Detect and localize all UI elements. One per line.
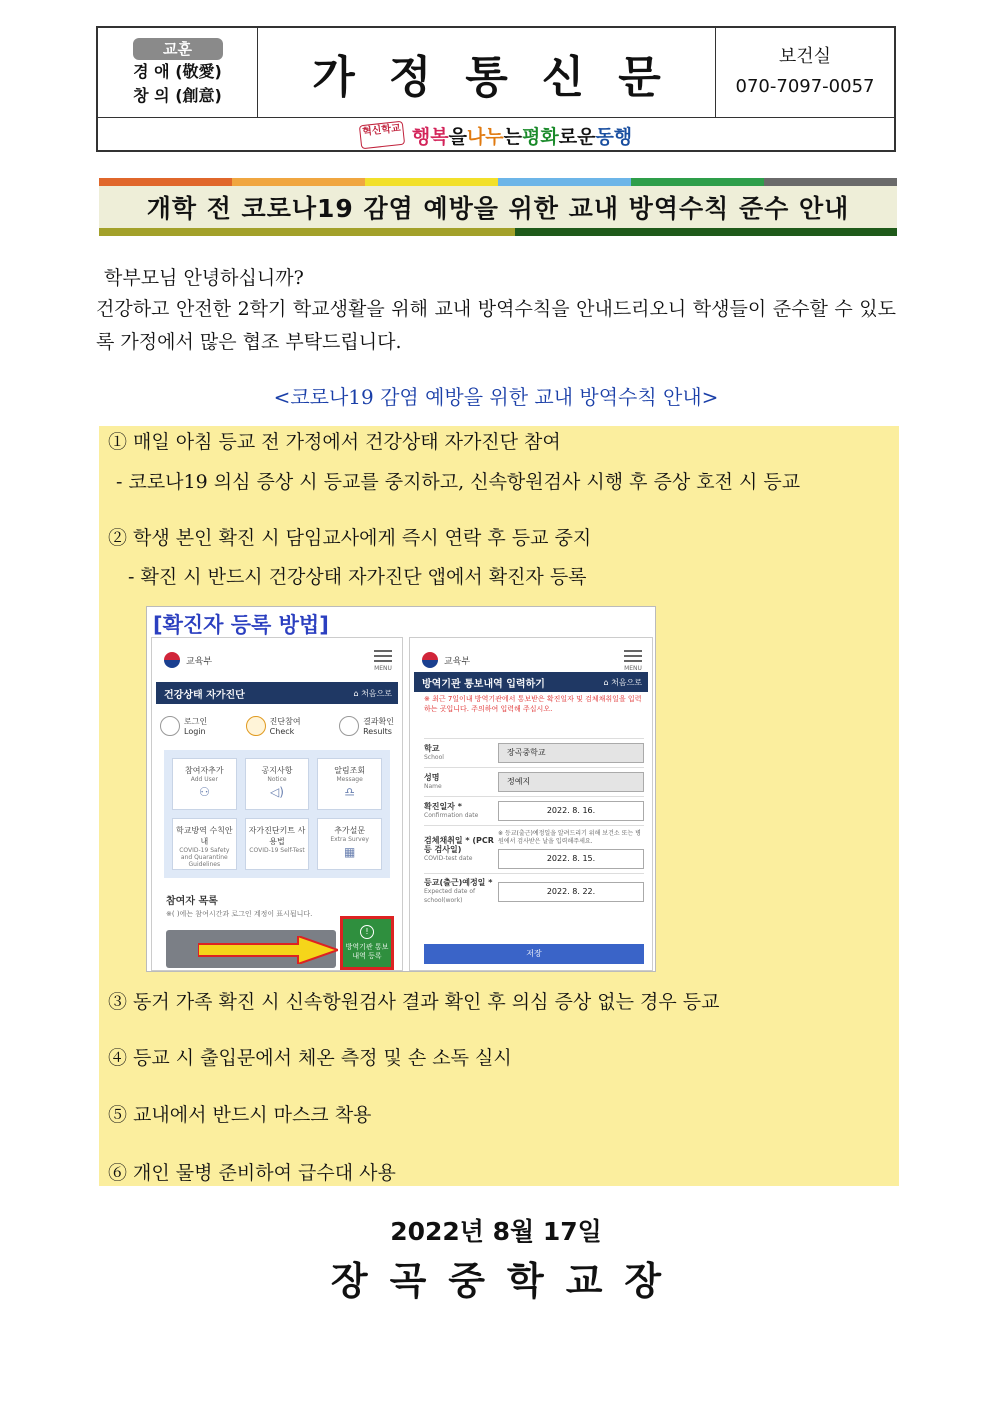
form-row-school: 학교 School 장곡중학교: [424, 738, 644, 767]
name-field: 정예지: [498, 772, 644, 792]
form-warning: ※ 최근 7일이내 방역기관에서 통보받은 확진일자 및 검체채취일을 입력하는 곳입니다. 주의하여 입력해 주십시오.: [424, 695, 642, 713]
rule-6: ⑥ 개인 물병 준비하여 급수대 사용: [108, 1162, 396, 1184]
ministry-logo: 교육부: [422, 652, 470, 668]
newsletter-title-cell: [258, 28, 716, 117]
slogan-word: 을: [448, 125, 467, 148]
participant-list-heading: 참여자 목록 ※( )에는 참여시간과 로그인 계정이 표시됩니다.: [166, 896, 313, 918]
color-bar-top: [99, 178, 897, 186]
send-icon: [339, 716, 359, 736]
save-button[interactable]: 저장: [424, 944, 644, 964]
color-segment: [232, 178, 365, 186]
color-segment: [99, 178, 232, 186]
notice-title: 개학 전 코로나19 감염 예방을 위한 교내 방역수칙 준수 안내: [99, 186, 897, 228]
tile-add-user[interactable]: 참여자추가 Add User ⚇: [172, 758, 237, 810]
menu-icon[interactable]: MENU: [374, 650, 392, 672]
rule-2-detail: - 확진 시 반드시 건강상태 자가진단 앱에서 확진자 등록: [128, 566, 587, 588]
user-icon: ⚇: [198, 785, 210, 799]
taegeuk-icon: [164, 652, 180, 668]
color-bar-bottom: [99, 228, 897, 236]
newsletter-title: 가정통신문: [312, 51, 695, 103]
rules-subtitle: <코로나19 감염 예방을 위한 교내 방역수칙 안내>: [273, 385, 719, 409]
greeting: 학부모님 안녕하십니까?: [104, 267, 304, 289]
test-date-field[interactable]: 2022. 8. 15.: [498, 849, 644, 869]
alert-icon: !: [360, 925, 374, 939]
step-check: 진단참여 Check: [246, 716, 301, 736]
taegeuk-icon: [422, 652, 438, 668]
tile-guidelines[interactable]: 학교방역 수칙안내 COVID-19 Safety and Quarantine Guidelines: [172, 818, 237, 870]
rule-1: ① 매일 아침 등교 전 가정에서 건강상태 자가진단 참여: [108, 431, 561, 453]
header-row: [98, 28, 894, 118]
motto-line-2: 창 의 (創意): [133, 86, 222, 105]
slogan-word: 는: [503, 125, 522, 148]
app-screen-home: [151, 637, 403, 971]
yellow-arrow-icon: [198, 936, 338, 964]
rule-1-detail: - 코로나19 의심 증상 시 등교를 중지하고, 신속항원검사 시행 후 증상 호전 시 등교: [116, 471, 801, 493]
expected-date-field[interactable]: 2022. 8. 22.: [498, 882, 644, 902]
motto-line-1: 경 애 (敬愛): [133, 62, 222, 81]
form-row-confirmation: 확진일자 * Confirmation date 2022. 8. 16.: [424, 796, 644, 825]
app-screen-form: [409, 637, 653, 971]
form-row-expected: 등교(출근)예정일 * Expected date of school(work) 2022. 8. 22.: [424, 873, 644, 909]
step-results: 결과확인 Results: [339, 716, 394, 736]
bell-icon: ♎: [344, 785, 356, 799]
slogan-word: 로운: [558, 125, 596, 148]
registration-guide-image: [146, 606, 656, 972]
rule-3: ③ 동거 가족 확진 시 신속항원검사 결과 확인 후 의심 증상 없는 경우 등교: [108, 991, 720, 1013]
slogan-word: 나누: [466, 125, 504, 148]
intro-paragraph: 건강하고 안전한 2학기 학교생활을 위해 교내 방역수칙을 안내드리오니 학생들이 준수할 수 있도록 가정에서 많은 협조 부탁드립니다.: [96, 298, 896, 353]
tile-notice[interactable]: 공지사항 Notice ◁): [245, 758, 310, 810]
newsletter-header: [96, 26, 896, 152]
tile-message[interactable]: 알림조회 Message ♎: [317, 758, 382, 810]
step-login: 로그인 Login: [160, 716, 207, 736]
megaphone-icon: ◁): [270, 785, 284, 799]
form-row-test-date: 검체채취일 * (PCR 등 검사일) COVID-test date ※ 등교(출근)예정일을 알려드리기 위해 보건소 또는 병원에서 검사받은 날을 입력해주세요. 2022. 8. 15.: [424, 825, 644, 873]
home-link[interactable]: ⌂ 처음으로: [603, 677, 642, 687]
rule-5: ⑤ 교내에서 반드시 마스크 착용: [108, 1104, 372, 1126]
app-header: 건강상태 자가진단 ⌂ 처음으로: [156, 682, 398, 704]
innovation-school-logo: 혁신학교: [359, 121, 405, 149]
slogan-word: 동행: [595, 125, 633, 148]
thermometer-icon: [246, 716, 266, 736]
calendar-icon: ▦: [343, 845, 356, 859]
login-icon: [160, 716, 180, 736]
color-segment: [365, 178, 498, 186]
menu-grid: [164, 750, 390, 878]
step-indicator: [160, 716, 394, 736]
register-quarantine-button[interactable]: ! 방역기관 통보내역 등록: [340, 916, 394, 970]
confirmation-date-field[interactable]: 2022. 8. 16.: [498, 801, 644, 821]
tile-survey[interactable]: 추가설문 Extra Survey ▦: [317, 818, 382, 870]
form-row-name: 성명 Name 정예지: [424, 767, 644, 796]
school-field: 장곡중학교: [498, 743, 644, 763]
school-motto: [98, 28, 258, 117]
tile-self-test[interactable]: 자가진단키트 사용법 COVID-19 Self-Test: [245, 818, 310, 870]
color-segment: [498, 178, 631, 186]
rule-2: ② 학생 본인 확진 시 담임교사에게 즉시 연락 후 등교 중지: [108, 527, 592, 549]
slogan-word: 평화: [522, 125, 559, 148]
principal-signature: 장곡중학교장: [330, 1259, 684, 1303]
contact-info: [716, 28, 894, 117]
menu-icon[interactable]: MENU: [624, 650, 642, 672]
office-name: 보건실: [778, 46, 832, 67]
ministry-logo: 교육부: [164, 652, 212, 668]
home-link[interactable]: ⌂ 처음으로: [353, 688, 392, 698]
guide-title: [확진자 등록 방법]: [153, 613, 329, 637]
slogan-word: 행복: [411, 125, 449, 148]
slogan: [98, 118, 894, 152]
issue-date: 2022년 8월 17일: [390, 1217, 602, 1246]
quarantine-form: [424, 738, 644, 909]
motto-label: 교훈: [133, 38, 223, 60]
color-segment: [764, 178, 897, 186]
rule-4: ④ 등교 시 출입문에서 체온 측정 및 손 소독 실시: [108, 1047, 512, 1069]
office-phone: 070-7097-0057: [735, 76, 875, 97]
color-segment: [631, 178, 764, 186]
form-header: 방역기관 통보내역 입력하기 ⌂ 처음으로: [414, 672, 648, 692]
